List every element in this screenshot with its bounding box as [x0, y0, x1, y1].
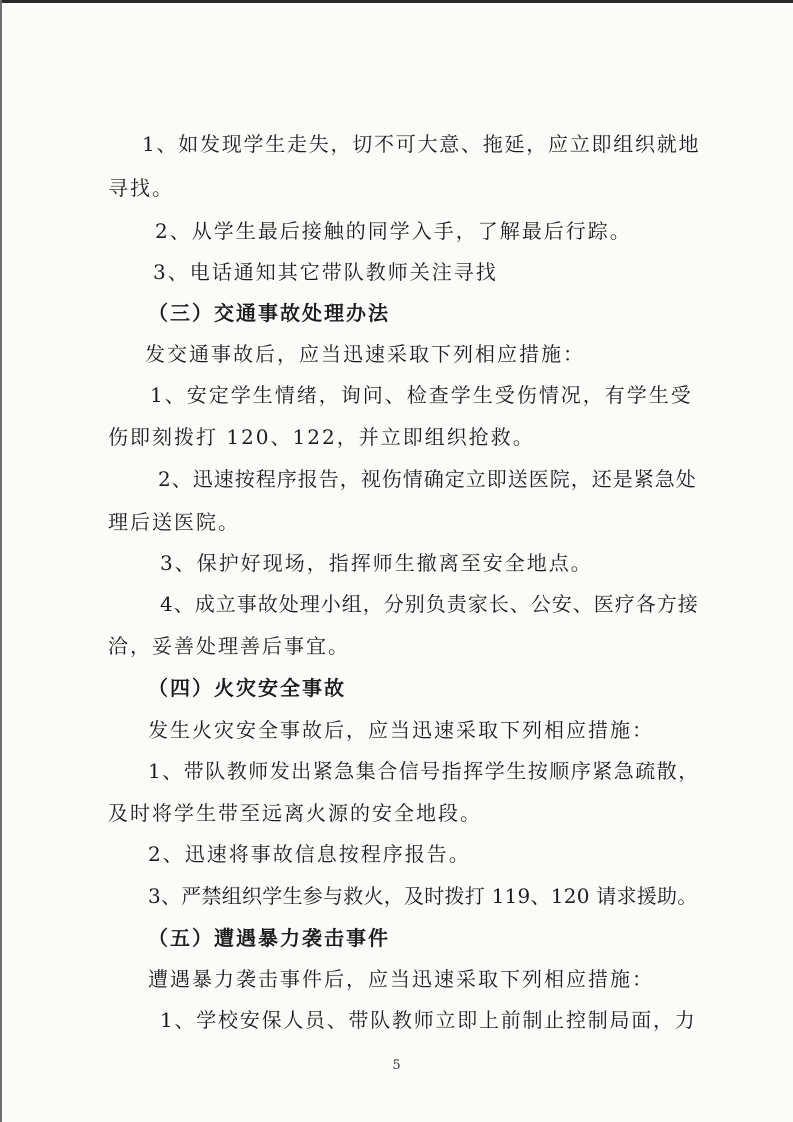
text-line: 3、严禁组织学生参与救火，及时拨打 119、120 请求援助。: [148, 884, 698, 908]
text-line: 发生火灾安全事故后，应当迅速采取下列相应措施：: [148, 718, 654, 742]
text-line: 1、带队教师发出紧急集合信号指挥学生按顺序紧急疏散，: [148, 759, 700, 783]
text-line: 伤即刻拨打 120、122，并立即组织抢救。: [108, 425, 535, 449]
text-line: 遭遇暴力袭击事件后，应当迅速采取下列相应措施：: [148, 967, 654, 991]
text-line: 寻找。: [108, 176, 174, 200]
scan-left-edge: [0, 0, 2, 1122]
text-line: 2、从学生最后接触的同学入手，了解最后行踪。: [155, 219, 632, 243]
text-line: 4、成立事故处理小组，分别负责家长、公安、医疗各方接: [160, 592, 699, 616]
text-line: 1、安定学生情绪，询问、检查学生受伤情况，有学生受: [150, 383, 693, 407]
section-heading-fire: （四）火灾安全事故: [148, 676, 346, 700]
text-line: 理后送医院。: [108, 510, 240, 534]
text-line: 2、迅速按程序报告，视伤情确定立即送医院，还是紧急处: [158, 467, 697, 491]
text-line: 3、电话通知其它带队教师关注寻找: [153, 260, 498, 284]
section-heading-violence: （五）遭遇暴力袭击事件: [148, 926, 390, 950]
text-line: 3、保护好现场，指挥师生撤离至安全地点。: [160, 551, 593, 575]
text-line: 2、迅速将事故信息按程序报告。: [148, 842, 471, 866]
scan-top-edge: [0, 0, 793, 3]
text-line: 1、如发现学生走失，切不可大意、拖延，应立即组织就地: [142, 132, 701, 156]
text-line: 1、学校安保人员、带队教师立即上前制止控制局面，力: [160, 1008, 697, 1032]
section-heading-traffic: （三）交通事故处理办法: [148, 301, 390, 325]
text-line: 发交通事故后，应当迅速采取下列相应措施：: [145, 342, 585, 366]
text-line: 及时将学生带至远离火源的安全地段。: [108, 801, 482, 825]
text-line: 洽，妥善处理善后事宜。: [108, 634, 350, 658]
page-number: 5: [392, 1058, 401, 1073]
